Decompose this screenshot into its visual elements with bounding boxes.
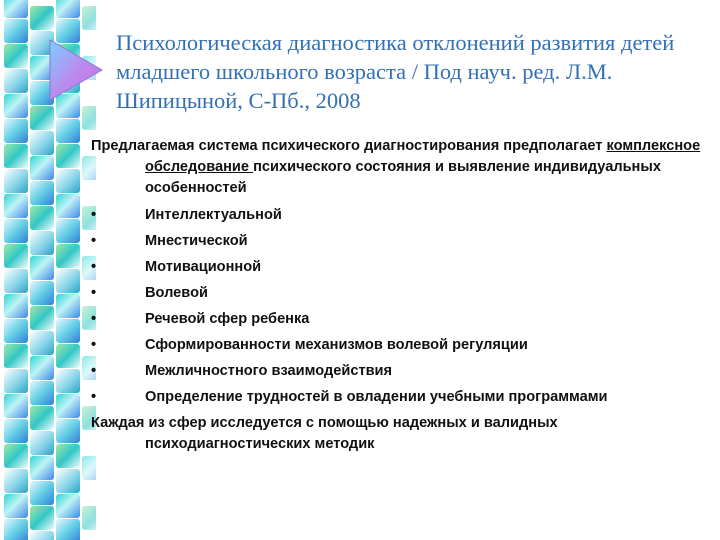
- bullet-icon: •: [91, 233, 97, 249]
- decorative-tile: [30, 331, 54, 355]
- list-item: [91, 361, 716, 387]
- decorative-tile: [4, 19, 28, 43]
- decorative-tile: [56, 269, 80, 293]
- decorative-tile: [30, 456, 54, 480]
- decorative-tile: [30, 406, 54, 430]
- decorative-tile: [30, 381, 54, 405]
- list-item-text: Волевой: [145, 285, 208, 301]
- list-item-text: Мотивационной: [145, 259, 262, 275]
- decorative-tile: [56, 144, 80, 168]
- decorative-tile: [4, 269, 28, 293]
- decorative-tile: [82, 6, 96, 30]
- intro-text-before: Предлагаемая система психического диагностирования предполагает: [91, 138, 607, 154]
- list-item: [91, 231, 716, 257]
- decorative-tile: [4, 144, 28, 168]
- decorative-tile: [4, 194, 28, 218]
- decorative-tile: [56, 244, 80, 268]
- decorative-tile: [30, 256, 54, 280]
- decorative-tile: [4, 369, 28, 393]
- decorative-tile: [56, 494, 80, 518]
- list-item: [91, 309, 716, 335]
- closing-paragraph: Каждая из сфер исследуется с помощью надежных и валидных психодиагностических методик: [91, 415, 558, 452]
- bullet-icon: •: [91, 311, 97, 327]
- list-item: [91, 257, 716, 283]
- decorative-tile: [30, 506, 54, 530]
- decorative-tile: [56, 219, 80, 243]
- decorative-tile: [56, 194, 80, 218]
- decorative-tile: [56, 419, 80, 443]
- decorative-tile: [30, 231, 54, 255]
- bullet-icon: •: [91, 207, 97, 223]
- list-item: [91, 205, 716, 231]
- decorative-tile: [30, 356, 54, 380]
- triangle-arrow-icon: [46, 38, 104, 102]
- list-item-text: Речевой сфер ребенка: [145, 311, 310, 327]
- decorative-tile: [82, 506, 96, 530]
- decorative-tile: [82, 106, 96, 130]
- decorative-tile: [30, 431, 54, 455]
- list-item-text: Интеллектуальной: [145, 207, 282, 223]
- decorative-tile: [4, 419, 28, 443]
- decorative-tile: [56, 294, 80, 318]
- decorative-tile: [4, 494, 28, 518]
- decorative-tile: [56, 444, 80, 468]
- bullet-icon: •: [91, 337, 97, 353]
- decorative-tile: [56, 344, 80, 368]
- decorative-tile: [30, 281, 54, 305]
- intro-underlined-text: комплексное обследование: [145, 138, 701, 175]
- decorative-tile: [30, 206, 54, 230]
- decorative-tile: [30, 181, 54, 205]
- decorative-tile: [4, 169, 28, 193]
- decorative-tile: [30, 106, 54, 130]
- decorative-tile: [30, 306, 54, 330]
- decorative-tile: [4, 94, 28, 118]
- decorative-tile: [56, 469, 80, 493]
- decorative-tile: [4, 344, 28, 368]
- list-item: [91, 283, 716, 309]
- decorative-tile: [4, 394, 28, 418]
- intro-paragraph: [91, 136, 716, 199]
- decorative-tile: [30, 531, 54, 540]
- decorative-tile: [56, 0, 80, 18]
- decorative-tile: [56, 369, 80, 393]
- slide-body: [91, 136, 716, 461]
- decorative-tile: [4, 119, 28, 143]
- decorative-tile: [30, 6, 54, 30]
- decorative-tile: [56, 169, 80, 193]
- decorative-tile: [4, 469, 28, 493]
- decorative-tile: [4, 44, 28, 68]
- decorative-tile: [4, 294, 28, 318]
- list-item: [91, 387, 716, 413]
- diagnostic-areas-list: [91, 205, 716, 413]
- decorative-tile: [4, 519, 28, 540]
- decorative-tile: [56, 119, 80, 143]
- decorative-tile: [4, 0, 28, 18]
- list-item-text: Мнестической: [145, 233, 248, 249]
- list-item-text: Межличностного взаимодействия: [145, 363, 393, 379]
- decorative-tile: [30, 156, 54, 180]
- decorative-tile: [56, 394, 80, 418]
- bullet-icon: •: [91, 259, 97, 275]
- list-item: [91, 335, 716, 361]
- list-item-text: Определение трудностей в овладении учебными программами: [145, 389, 608, 405]
- decorative-tile: [4, 319, 28, 343]
- bullet-icon: •: [91, 285, 97, 301]
- decorative-tile: [4, 444, 28, 468]
- decorative-tile: [30, 131, 54, 155]
- intro-text-after: психического состояния и выявление индивидуальных особенностей: [145, 159, 661, 196]
- decorative-tile: [4, 219, 28, 243]
- list-item-text: Сформированности механизмов волевой регуляции: [145, 337, 528, 353]
- decorative-tile: [4, 244, 28, 268]
- decorative-tile: [56, 319, 80, 343]
- decorative-tile: [30, 481, 54, 505]
- bullet-icon: •: [91, 389, 97, 405]
- decorative-tile: [56, 519, 80, 540]
- bullet-icon: •: [91, 363, 97, 379]
- decorative-tile: [4, 69, 28, 93]
- slide-title: Психологическая диагностика отклонений развития детей младшего школьного возраста / Под науч. ред. Л.М. Шипицыной, С-Пб., 2008: [116, 30, 675, 113]
